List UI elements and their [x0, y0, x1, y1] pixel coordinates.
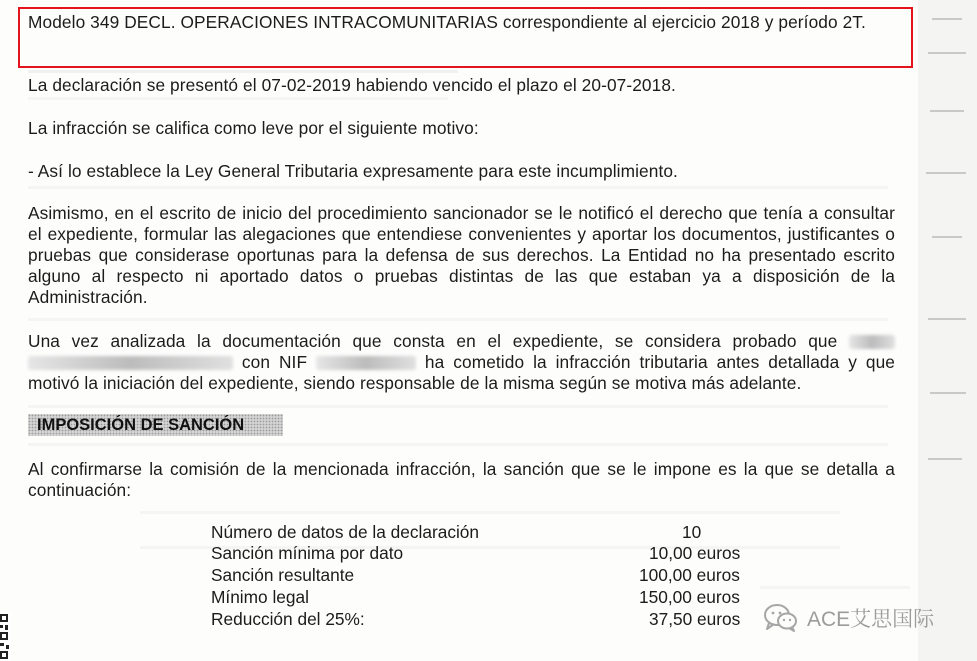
sanction-label: Número de datos de la declaración: [211, 522, 480, 542]
bleed-through-line: [760, 586, 910, 589]
infraction-reason: - Así lo establece la Ley General Tributaria expresamente para este incumplimiento.: [28, 161, 678, 181]
sanction-label: Mínimo legal: [211, 587, 309, 607]
analysis-text-part3: ha cometido la infracción tributaria antes detallada y que motivó la iniciación del expediente, siendo responsable de la misma según se motiva más adelante.: [28, 352, 896, 393]
infraction-intro: La infracción se califica como leve por el siguiente motivo:: [28, 118, 479, 138]
wechat-icon: [763, 603, 799, 633]
bleed-through-line: [28, 443, 888, 446]
bleed-through-line: [28, 97, 448, 100]
document-title: Modelo 349 DECL. OPERACIONES INTRACOMUNITARIAS correspondiente al ejercicio 2018 y período 2T.: [28, 12, 866, 32]
redacted-nif: [316, 356, 416, 370]
redacted-entity-name: [849, 335, 895, 349]
analysis-paragraph: [28, 331, 895, 394]
rights-paragraph: Asimismo, en el escrito de inicio del procedimiento sancionador se le notificó el derecho que tenía a consultar el expediente, formular las alegaciones que entendiese convenientes y aportar los documentos, justificantes o pruebas que considerase oportunas para la defensa de sus derechos. La Entidad no ha presentado escrito alguno al respecto ni aportado datos o pruebas distintas de las que estaban ya a disposición de la Administración.: [28, 203, 895, 307]
bleed-through-line: [140, 511, 840, 514]
bleed-through-line: [28, 70, 458, 73]
analysis-text-part2: con NIF: [241, 352, 308, 372]
bleed-through-line: [28, 405, 888, 408]
sanction-value: 37,50 euros: [649, 609, 741, 629]
bleed-through-line: [28, 186, 888, 189]
sanction-value: 10,00 euros: [649, 543, 741, 563]
sanction-value: 10: [682, 522, 702, 542]
sanction-label: Sanción mínima por dato: [211, 543, 404, 563]
sanction-intro: Al confirmarse la comisión de la mencionada infracción, la sanción que se le impone es la que se detalla a continuación:: [28, 459, 895, 500]
watermark-text: ACE艾思国际: [807, 608, 935, 631]
bleed-through-line: [28, 318, 888, 321]
redacted-entity-name: [28, 356, 233, 370]
sanction-label: Sanción resultante: [211, 565, 355, 585]
analysis-text-part1: Una vez analizada la documentación que consta en el expediente, se considera probado que: [28, 331, 838, 351]
sanction-label: Reducción del 25%:: [211, 609, 365, 629]
qr-code-fragment: [0, 612, 11, 661]
section-heading: IMPOSICIÓN DE SANCIÓN: [28, 414, 283, 436]
scan-edge-strip: [918, 0, 977, 661]
watermark: [763, 603, 934, 633]
presentation-statement: La declaración se presentó el 07-02-2019 habiendo vencido el plazo el 20-07-2018.: [28, 75, 676, 95]
sanction-value: 100,00 euros: [639, 565, 740, 585]
sanction-value: 150,00 euros: [639, 587, 740, 607]
